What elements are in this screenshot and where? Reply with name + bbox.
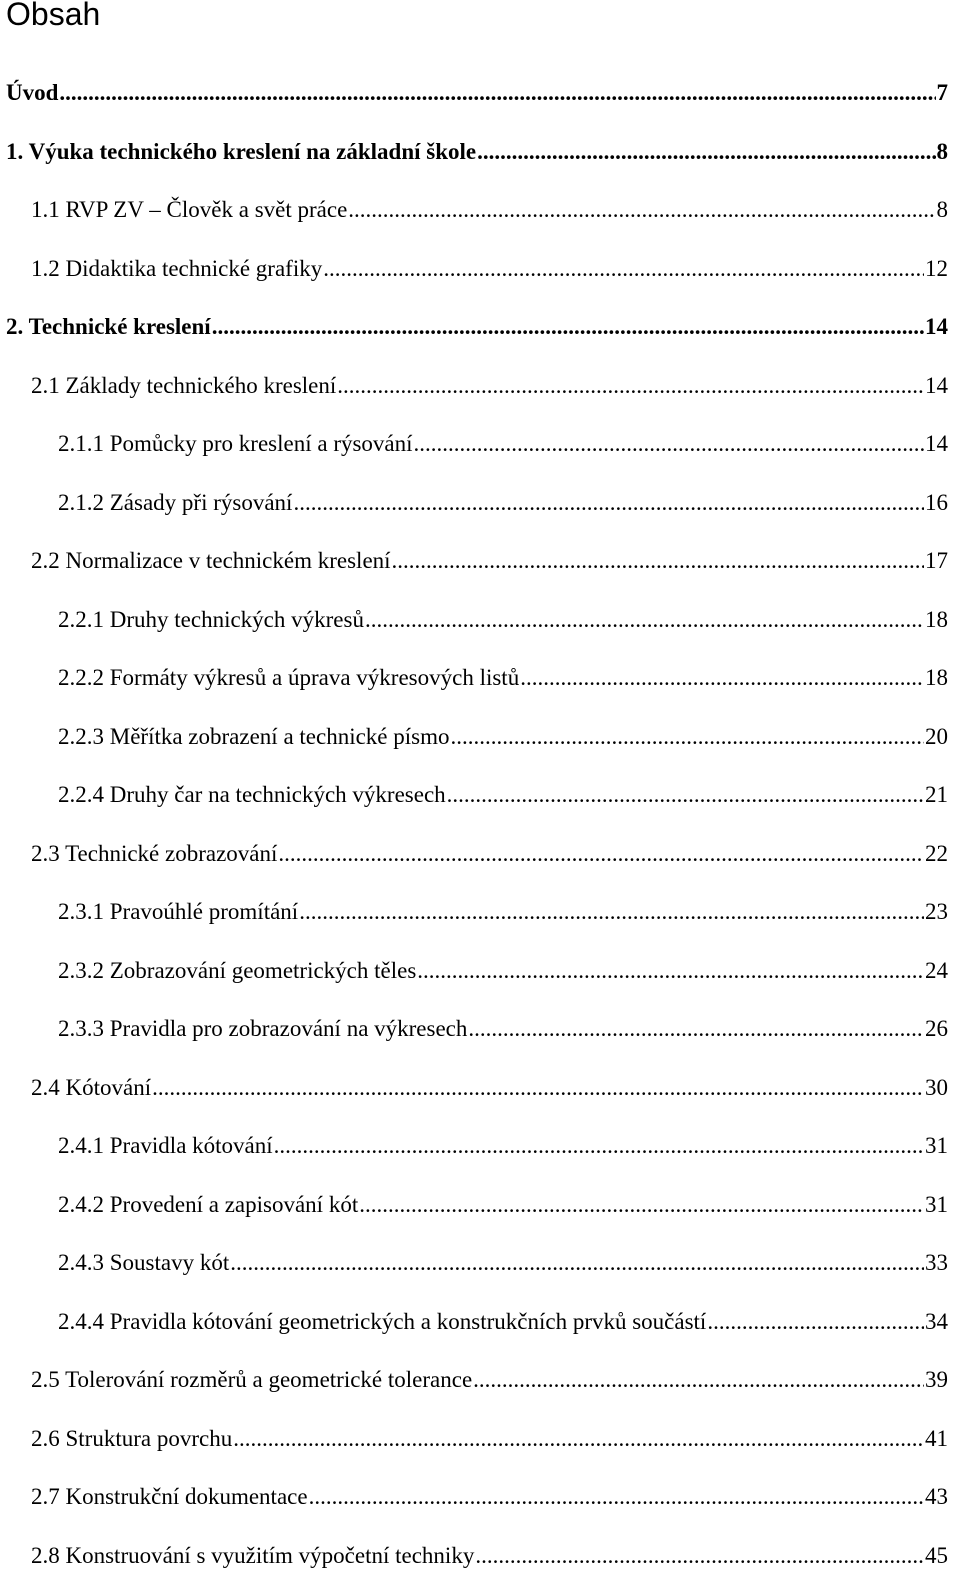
toc-entry-title: 2.4.2 Provedení a zapisování kót	[58, 1176, 358, 1235]
dot-leader	[230, 1234, 924, 1293]
dot-leader	[417, 942, 924, 1001]
toc-entry-title: 2.8 Konstruování s využitím výpočetní techniky	[31, 1527, 474, 1585]
dot-leader	[473, 1351, 924, 1410]
toc-entry-page: 21	[925, 766, 948, 825]
toc-entry-title: 2. Technické kreslení	[6, 298, 211, 357]
toc-entry-page: 24	[925, 942, 948, 1001]
toc-entry-title: 2.2.1 Druhy technických výkresů	[58, 591, 364, 650]
toc-entry-page: 45	[925, 1527, 948, 1585]
toc-entry-1-2[interactable]	[0, 240, 960, 299]
toc-entry-page: 18	[925, 591, 948, 650]
toc-entry-2-1-1[interactable]	[0, 415, 960, 474]
dot-leader	[152, 1059, 924, 1118]
table-of-contents	[0, 64, 960, 1585]
toc-entry-page: 14	[925, 357, 948, 416]
dot-leader	[299, 883, 924, 942]
toc-entry-title: 2.5 Tolerování rozměrů a geometrické tolerance	[31, 1351, 472, 1410]
dot-leader	[392, 532, 924, 591]
toc-entry-page: 31	[925, 1117, 948, 1176]
toc-entry-page: 14	[925, 415, 948, 474]
dot-leader	[212, 298, 924, 357]
toc-entry-title: 2.6 Struktura povrchu	[31, 1410, 232, 1469]
toc-entry-title: 2.3.3 Pravidla pro zobrazování na výkresech	[58, 1000, 467, 1059]
toc-entry-page: 31	[925, 1176, 948, 1235]
toc-entry-2-2[interactable]	[0, 532, 960, 591]
dot-leader	[468, 1000, 924, 1059]
toc-entry-page: 20	[925, 708, 948, 767]
dot-leader	[447, 766, 924, 825]
toc-entry-page: 17	[925, 532, 948, 591]
toc-entry-2-6[interactable]	[0, 1410, 960, 1469]
dot-leader	[475, 1527, 924, 1585]
toc-entry-page: 12	[925, 240, 948, 299]
dot-leader	[451, 708, 925, 767]
toc-entry-2-2-2[interactable]	[0, 649, 960, 708]
toc-entry-title: 2.3.2 Zobrazování geometrických těles	[58, 942, 416, 1001]
toc-entry-title: 1. Výuka technického kreslení na základní škole	[6, 123, 476, 182]
toc-entry-title: 2.2 Normalizace v technickém kreslení	[31, 532, 391, 591]
toc-entry-2-3-1[interactable]	[0, 883, 960, 942]
dot-leader	[59, 64, 935, 123]
dot-leader	[348, 181, 935, 240]
toc-entry-2-3-2[interactable]	[0, 942, 960, 1001]
dot-leader	[323, 240, 924, 299]
toc-entry-page: 41	[925, 1410, 948, 1469]
toc-entry-2-2-1[interactable]	[0, 591, 960, 650]
toc-entry-2-4[interactable]	[0, 1059, 960, 1118]
toc-entry-2-7[interactable]	[0, 1468, 960, 1527]
toc-entry-title: 2.1.2 Zásady při rýsování	[58, 474, 292, 533]
toc-entry-title: 2.4.1 Pravidla kótování	[58, 1117, 273, 1176]
toc-entry-page: 18	[925, 649, 948, 708]
toc-entry-title: 2.4.3 Soustavy kót	[58, 1234, 229, 1293]
toc-entry-2-2-4[interactable]	[0, 766, 960, 825]
page-title: Obsah	[6, 0, 100, 34]
toc-entry-page: 39	[925, 1351, 948, 1410]
toc-entry-page: 33	[925, 1234, 948, 1293]
toc-entry-page: 8	[937, 123, 949, 182]
toc-entry-title: 2.4.4 Pravidla kótování geometrických a konstrukčních prvků součástí	[58, 1293, 706, 1352]
dot-leader	[707, 1293, 924, 1352]
toc-entry-title: 2.7 Konstrukční dokumentace	[31, 1468, 308, 1527]
toc-entry-2-2-3[interactable]	[0, 708, 960, 767]
toc-entry-uvod[interactable]	[0, 64, 960, 123]
dot-leader	[520, 649, 924, 708]
toc-entry-1[interactable]	[0, 123, 960, 182]
toc-entry-title: 2.1 Základy technického kreslení	[31, 357, 336, 416]
dot-leader	[293, 474, 924, 533]
toc-entry-title: Úvod	[6, 64, 58, 123]
dot-leader	[414, 415, 924, 474]
dot-leader	[359, 1176, 924, 1235]
toc-entry-title: 2.2.2 Formáty výkresů a úprava výkresových listů	[58, 649, 519, 708]
toc-entry-2-4-4[interactable]	[0, 1293, 960, 1352]
toc-entry-page: 16	[925, 474, 948, 533]
dot-leader	[309, 1468, 924, 1527]
toc-entry-1-1[interactable]	[0, 181, 960, 240]
toc-entry-2-4-3[interactable]	[0, 1234, 960, 1293]
toc-entry-title: 1.2 Didaktika technické grafiky	[31, 240, 322, 299]
toc-entry-title: 2.3 Technické zobrazování	[31, 825, 277, 884]
toc-entry-2-1-2[interactable]	[0, 474, 960, 533]
toc-entry-2-5[interactable]	[0, 1351, 960, 1410]
dot-leader	[278, 825, 924, 884]
dot-leader	[233, 1410, 924, 1469]
dot-leader	[477, 123, 935, 182]
toc-entry-title: 2.2.4 Druhy čar na technických výkresech	[58, 766, 446, 825]
toc-entry-2-3[interactable]	[0, 825, 960, 884]
toc-entry-2-1[interactable]	[0, 357, 960, 416]
toc-entry-2-8[interactable]	[0, 1527, 960, 1585]
toc-entry-title: 1.1 RVP ZV – Člověk a svět práce	[31, 181, 347, 240]
toc-entry-page: 30	[925, 1059, 948, 1118]
toc-entry-page: 34	[925, 1293, 948, 1352]
dot-leader	[337, 357, 924, 416]
toc-entry-page: 14	[925, 298, 948, 357]
toc-entry-page: 43	[925, 1468, 948, 1527]
toc-entry-title: 2.2.3 Měřítka zobrazení a technické písmo	[58, 708, 450, 767]
toc-entry-title: 2.1.1 Pomůcky pro kreslení a rýsování	[58, 415, 413, 474]
toc-entry-title: 2.3.1 Pravoúhlé promítání	[58, 883, 298, 942]
toc-entry-2[interactable]	[0, 298, 960, 357]
toc-entry-page: 26	[925, 1000, 948, 1059]
toc-entry-page: 22	[925, 825, 948, 884]
toc-entry-page: 23	[925, 883, 948, 942]
toc-entry-page: 7	[937, 64, 949, 123]
dot-leader	[365, 591, 924, 650]
toc-entry-page: 8	[937, 181, 949, 240]
dot-leader	[274, 1117, 924, 1176]
toc-entry-2-4-1[interactable]	[0, 1117, 960, 1176]
toc-entry-2-4-2[interactable]	[0, 1176, 960, 1235]
toc-entry-2-3-3[interactable]	[0, 1000, 960, 1059]
toc-entry-title: 2.4 Kótování	[31, 1059, 151, 1118]
